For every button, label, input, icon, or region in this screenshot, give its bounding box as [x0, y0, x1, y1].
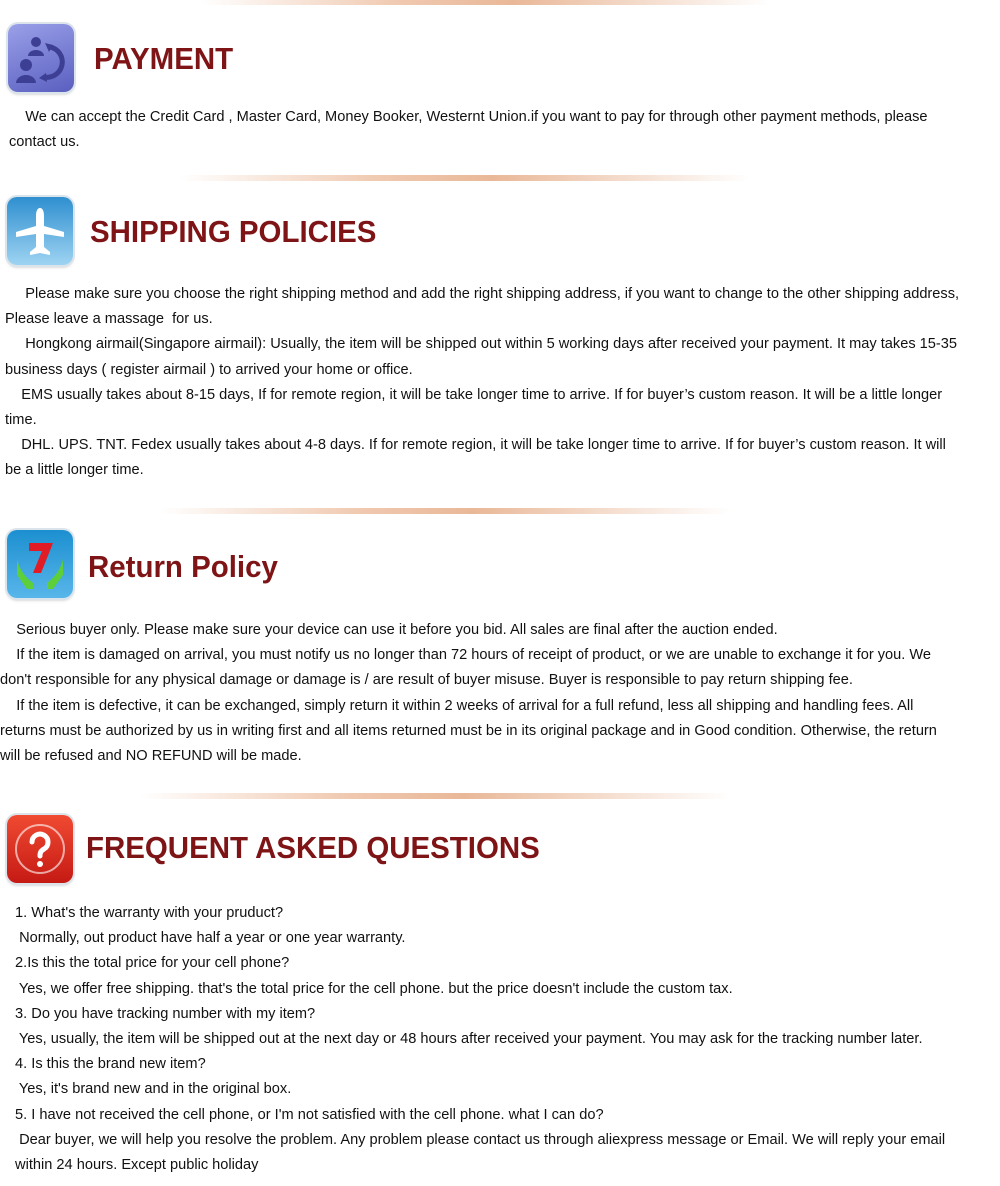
payment-exchange-icon [8, 24, 74, 92]
text-line: Please make sure you choose the right shipping method and add the right shipping address, if you want to change to the other shipping address, [5, 286, 960, 302]
text-line: If the item is damaged on arrival, you must notify us no longer than 72 hours of receipt of product, or we are unable to exchange it for you. We [0, 647, 931, 664]
faq-question: 5. I have not received the cell phone, or I'm not satisfied with the cell phone. what I can do? [11, 1106, 604, 1123]
shipping-text [5, 282, 959, 484]
faq-question: 4. Is this the brand new item? [11, 1056, 206, 1073]
text-line: returns must be authorized by us in writing first and all items returned must be in its original package and in Good condition. Otherwise, the return [0, 722, 937, 739]
text-line: DHL. UPS. TNT. Fedex usually takes about 4-8 days. If for remote region, it will be take longer time to arrive. If for buyer’s custom reason. It will [5, 437, 946, 454]
text-line: contact us. [9, 134, 80, 151]
faq-answer: Dear buyer, we will help you resolve the problem. Any problem please contact us through aliexpress message or Email. We will reply your email [11, 1131, 946, 1148]
text-line: don't responsible for any physical damage or damage is / are result of buyer misuse. Buyer is responsible to pay return shipping fee. [0, 672, 853, 689]
faq-question: 2.Is this the total price for your cell phone? [11, 955, 290, 972]
faq-answer: Yes, it's brand new and in the original box. [11, 1081, 292, 1098]
shipping-title: SHIPPING POLICIES [90, 214, 377, 249]
faq-question: 3. Do you have tracking number with my item? [11, 1005, 316, 1022]
return-title: Return Policy [88, 549, 278, 584]
text-line: Hongkong airmail(Singapore airmail): Usually, the item will be shipped out within 5 working days after received your payment. It may takes 15-35 [5, 336, 958, 353]
faq-answer: within 24 hours. Except public holiday [11, 1156, 259, 1173]
section-divider [140, 793, 730, 799]
text-line: If the item is defective, it can be exchanged, simply return it within 2 weeks of arrival for a full refund, less all shipping and handling fees. All [0, 697, 914, 714]
airplane-icon [7, 197, 73, 265]
faq-question: 1. What's the warranty with your pruduct? [11, 905, 284, 921]
question-mark-icon [7, 815, 73, 883]
text-line: time. [5, 411, 37, 428]
faq-title: FREQUENT ASKED QUESTIONS [86, 830, 540, 865]
faq-text [11, 901, 945, 1178]
section-divider [160, 508, 730, 514]
text-line: be a little longer time. [5, 462, 144, 479]
faq-answer: Yes, we offer free shipping. that's the total price for the cell phone. but the price doesn't include the custom tax. [11, 980, 733, 997]
text-line: Please leave a massage for us. [5, 311, 213, 328]
text-line: EMS usually takes about 8-15 days, If for remote region, it will be take longer time to arrive. If for buyer’s custom reason. It will be a little longer [5, 386, 943, 403]
faq-answer: Yes, usually, the item will be shipped out at the next day or 48 hours after received your payment. You may ask for the tracking number later. [11, 1030, 923, 1047]
return-text [0, 618, 937, 769]
text-line: We can accept the Credit Card , Master Card, Money Booker, Westernt Union.if you want to pay for through other payment methods, please [9, 109, 928, 125]
section-divider [200, 0, 770, 5]
lucky-seven-hands-icon [7, 530, 73, 598]
text-line: Serious buyer only. Please make sure your device can use it before you bid. All sales are final after the auction ended. [0, 622, 778, 638]
text-line: business days ( register airmail ) to arrived your home or office. [5, 361, 413, 378]
payment-text [9, 105, 928, 155]
section-divider [180, 175, 750, 181]
text-line: will be refused and NO REFUND will be made. [0, 747, 302, 764]
payment-title: PAYMENT [94, 41, 234, 76]
faq-answer: Normally, out product have half a year or one year warranty. [11, 930, 406, 947]
